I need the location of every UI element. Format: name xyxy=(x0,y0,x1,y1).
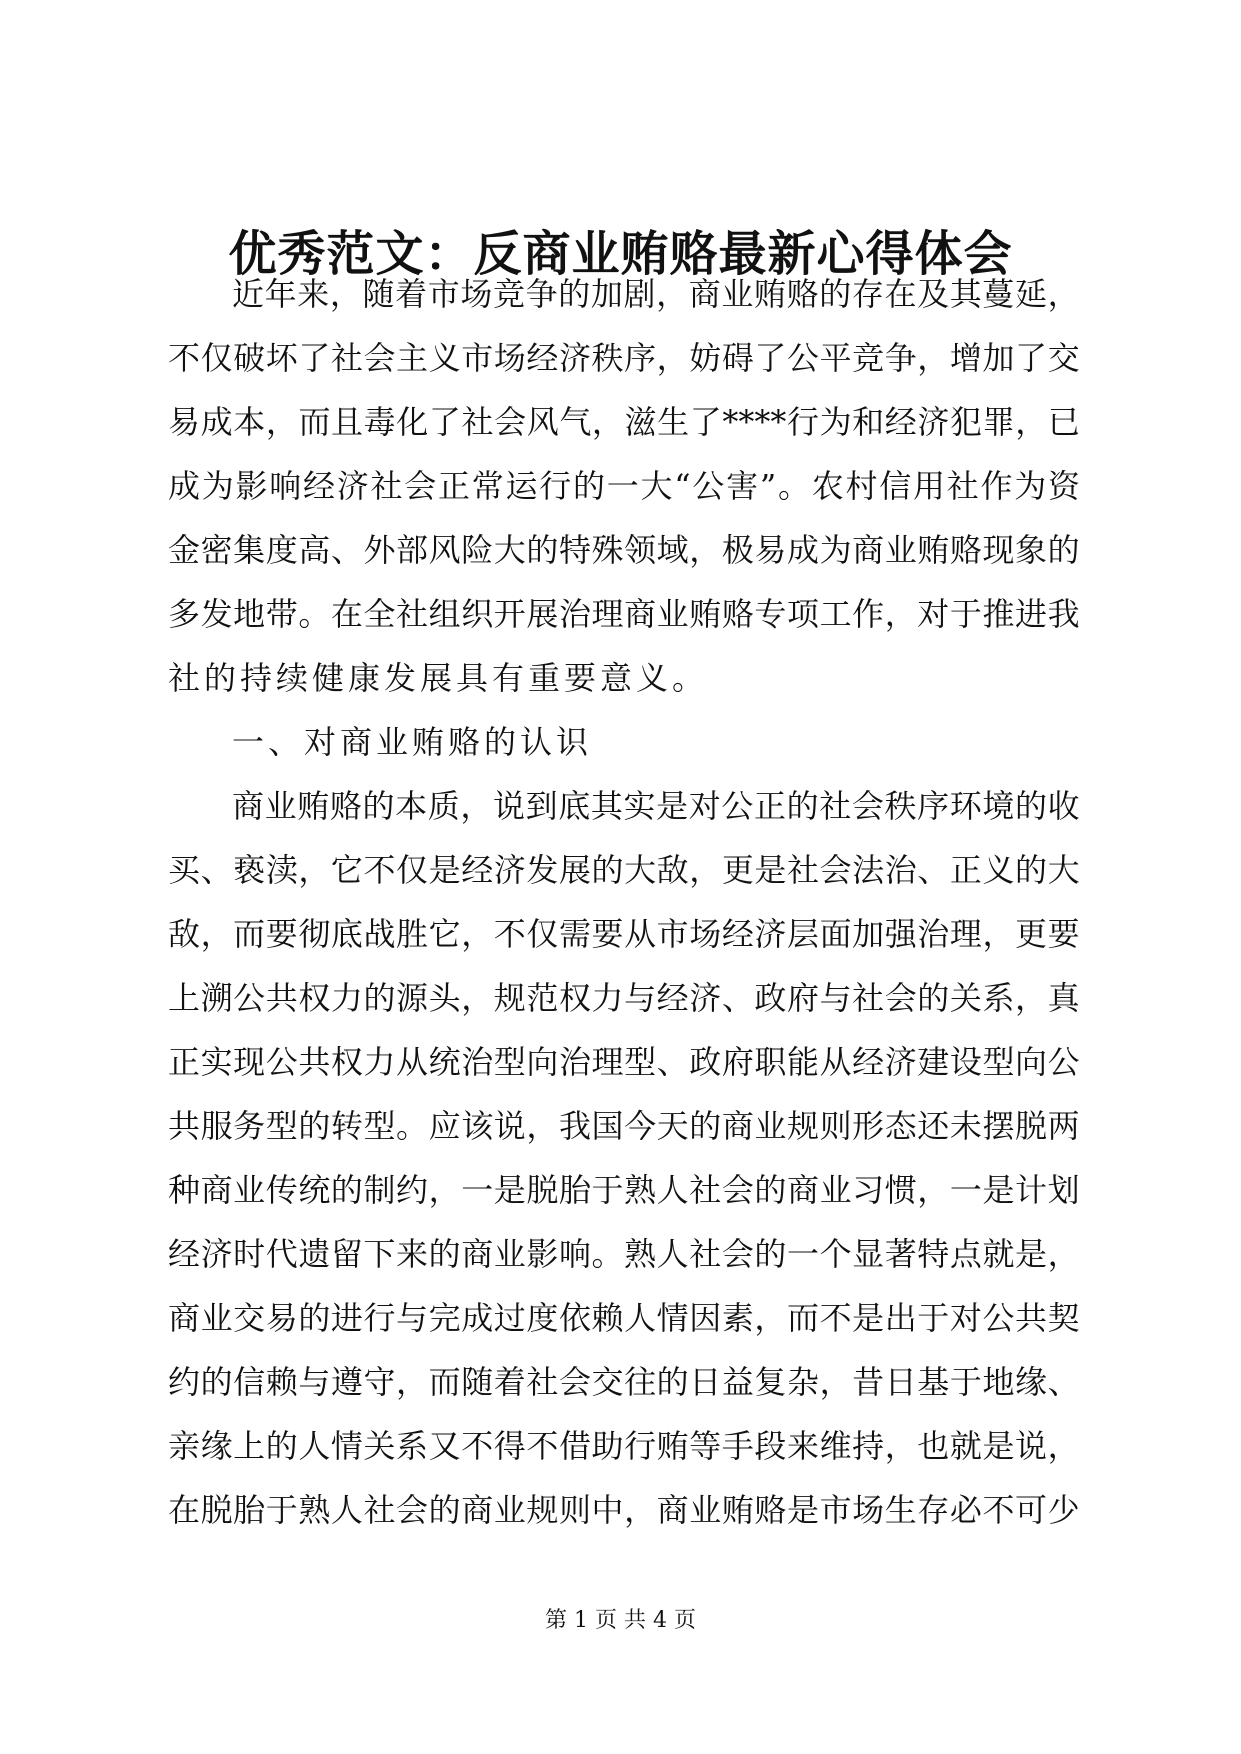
paragraph-line: 商 业 贿 赂 的 本 质 ， 说 到 底 其 实 是 对 公 正 的 社 会 秩 序 环 境 的 收 xyxy=(232,787,1080,825)
paragraph-line: 亲 缘 上 的 人 情 关 系 又 不 得 不 借 助 行 贿 等 手 段 来 维 持 ， 也 就 是 说 ， xyxy=(168,1427,1080,1465)
paragraph-line: 上 溯 公 共 权 力 的 源 头 ， 规 范 权 力 与 经 济 、 政 府 与 社 会 的 关 系 ， 真 xyxy=(168,979,1080,1017)
paragraph-line: 正 实 现 公 共 权 力 从 统 治 型 向 治 理 型 、 政 府 职 能 从 经 济 建 设 型 向 公 xyxy=(168,1043,1080,1081)
paragraph-line: 经 济 时 代 遗 留 下 来 的 商 业 影 响 。 熟 人 社 会 的 一 个 显 著 特 点 就 是 ， xyxy=(168,1235,1080,1273)
paragraph-line: 共 服 务 型 的 转 型 。 应 该 说 ， 我 国 今 天 的 商 业 规 则 形 态 还 未 摆 脱 两 xyxy=(168,1107,1080,1145)
paragraph-line: 近 年 来 ， 随 着 市 场 竞 争 的 加 剧 ， 商 业 贿 赂 的 存 在 及 其 蔓 延 ， xyxy=(232,275,1080,313)
paragraph-line: 社的持续健康发展具有重要意义。 xyxy=(168,659,709,697)
paragraph-line: 约 的 信 赖 与 遵 守 ， 而 随 着 社 会 交 往 的 日 益 复 杂 ， 昔 日 基 于 地 缘 、 xyxy=(168,1363,1080,1401)
paragraph-line: 种 商 业 传 统 的 制 约 ， 一 是 脱 胎 于 熟 人 社 会 的 商 业 习 惯 ， 一 是 计 划 xyxy=(168,1171,1080,1209)
paragraph-line: 在 脱 胎 于 熟 人 社 会 的 商 业 规 则 中 ， 商 业 贿 赂 是 市 场 生 存 必 不 可 少 xyxy=(168,1491,1080,1529)
section-heading: 一、对商业贿赂的认识 xyxy=(232,723,593,761)
paragraph-line: 买 、 亵 渎 ， 它 不 仅 是 经 济 发 展 的 大 敌 ， 更 是 社 会 法 治 、 正 义 的 大 xyxy=(168,851,1080,889)
paragraph-line: 多 发 地 带 。 在 全 社 组 织 开 展 治 理 商 业 贿 赂 专 项 工 作 ， 对 于 推 进 我 xyxy=(168,595,1080,633)
paragraph-line: 成 为 影 响 经 济 社 会 正 常 运 行 的 一 大 “ 公 害 ” 。 农 村 信 用 社 作 为 资 xyxy=(168,467,1080,505)
paragraph-line: 敌 ， 而 要 彻 底 战 胜 它 ， 不 仅 需 要 从 市 场 经 济 层 面 加 强 治 理 ， 更 要 xyxy=(168,915,1080,953)
document-body xyxy=(168,262,1080,1542)
page-footer: 第 1 页 共 4 页 xyxy=(545,1608,696,1633)
document-title: 优秀范文：反商业贿赂最新心得体会 xyxy=(228,226,1013,282)
paragraph-line: 商 业 交 易 的 进 行 与 完 成 过 度 依 赖 人 情 因 素 ， 而 不 是 出 于 对 公 共 契 xyxy=(168,1299,1080,1337)
paragraph-line: 易 成 本 ， 而 且 毒 化 了 社 会 风 气 ， 滋 生 了 **** 行 为 和 经 济 犯 罪 ， 已 xyxy=(168,403,1080,441)
paragraph-line: 金 密 集 度 高 、 外 部 风 险 大 的 特 殊 领 域 ， 极 易 成 为 商 业 贿 赂 现 象 的 xyxy=(168,531,1080,569)
paragraph-line: 不 仅 破 坏 了 社 会 主 义 市 场 经 济 秩 序 ， 妨 碍 了 公 平 竞 争 ， 增 加 了 交 xyxy=(168,339,1080,377)
